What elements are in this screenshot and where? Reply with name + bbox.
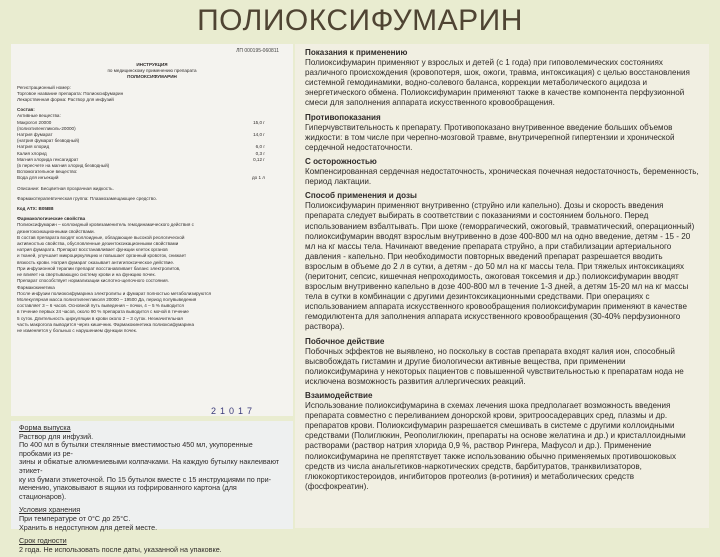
bottom-sections [11,421,293,557]
ingredient-name: (полиэтиленгликоль-20000) [17,125,76,131]
right-section-title: С осторожностью [305,156,377,166]
ingredient-name: Макрогол 20000 [17,119,52,125]
ingredient-name: (в пересчете на магния хлорид безводный) [17,163,110,169]
pharmacology-line: дезинтоксикационными свойствами. [17,228,95,234]
pharmacology-line: натрия фумарата. Препарат восстанавливает функции клеток органов [17,247,168,253]
bottom-section-line: При температуре от 0°С до 25°С. [19,513,131,523]
meta-line: Регистрационный номер: [17,84,71,90]
registration-id: ЛП 000195-060811 [236,48,279,54]
ingredient-amount: 0,3 г [255,150,265,156]
bottom-section-line: Раствор для инфузий. [19,431,94,441]
bottom-section-line: Хранить в недоступном для детей месте. [19,522,158,532]
meta-line: Торговое название препарата: Полиоксифумарин [17,90,124,96]
ingredient-amount: 14,0 г [253,132,265,138]
bottom-section-line: 2 года. Не использовать после даты, указанной на упаковке. [19,544,222,554]
ingredient-amount: до 1 л [251,175,265,181]
right-section-text: Использование полиоксифумарина в схемах лечения шока предполагает возможность введения препарата совместно с переливанием донорской крови, эритроосадеравцих сред, плазмы и др. препаратов крови. Полиоксифумарин разрешается смешивать в системе с другими коллоидными средствами (Полиглюкин, Реополиглюкин, препараты на основе желатина и др.) и кристаллоидными растворами (раствор натрия хлорида 0,9 %, раствор Рингера, Мафусол и др.). Применение полиоксифумарина не препятствует также использованию обычно применяемых противошоковых средств из числа анальгетиков-наркотических средств, барбитуратов, транквилизаторов, глюкокортикостероидов, ингибиторов протеолиз (в-ротиния) и метаболических средств (фосфокреатин). [305,401,686,491]
pharmacology-line: Препарат способствует нормализации кислотно-щелочного состояния. [17,278,169,284]
composition-subtitle: Активные вещества: [17,113,61,119]
bottom-section-line: зины и обжатые алюминиевыми колпачками. На каждую бутылку наклеивают этикет- [19,457,280,475]
right-section-text: Полиоксифумарин применяют у взрослых и детей (с 1 года) при гиповолемических состояниях различного происхождения (кровопотеря, шок, ожоги, травма, интоксикация) с целью восстановления системной гемодинамики, водно-солевого баланса, коррекции метаболического ацидоза и энергетического обмена. Полиоксифумарин применяют также в качестве компонента перфузионной смеси для заполнения аппарата искусственного кровообращения. [305,58,690,108]
right-section-title: Показания к применению [305,48,408,57]
doc-header-line-1: ИНСТРУКЦИЯ [136,62,168,67]
meta-line: Лекарственная форма: Раствор для инфузий [17,97,114,103]
pharmacology-line: составляет 3 – 6 часов. Основной путь выведения – почки, 4 – 5 % выводится [17,303,184,309]
right-section-title: Противопоказания [305,112,381,122]
pharmacology-line: часть макрогола выводится через кишечник. Фармакокинетика полиоксифумарина [17,321,195,327]
ingredient-name: Натрия фумарат [17,132,53,138]
atc-code: Код АТХ: В05ВВ [17,206,54,212]
ingredient-name: Вспомогательное вещество: [17,169,78,175]
bottom-section-title: Срок годности [19,536,67,546]
ingredient-name: Натрия хлорид [17,144,50,150]
bottom-section-line: ку из бумаги этикеточной. По 15 бутылок вместе с 15 инструкциями по при- [19,474,272,484]
right-section-title: Способ применения и дозы [305,191,417,201]
pharmacology-line: вязкость крови. Натрия фумарат оказывает антигипоксическое действие. [17,259,175,265]
pharmacology-line: не изменяется у больных с нарушением функции почек. [17,327,138,333]
ingredient-list [17,120,287,182]
ingredient-name: Вода для инъекций [17,175,59,181]
ingredient-amount: 15,0 г [253,119,265,125]
instruction-page-bottom [11,421,293,554]
ingredient-amount: 0,12 г [253,156,265,162]
pharmacology-line: не влияет на свертывающую систему крови и на функцию почек. [17,272,156,278]
bottom-section-line: менению, упаковывают в ящики из гофрированного картона (для стационаров). [19,483,237,501]
pharmacology-line: в течение первых 24 часов, около 90 % препарата выводится с мочой в течение [17,309,189,315]
slide-title: ПОЛИОКСИФУМАРИН [197,4,523,37]
pharmacology-line: После инфузии полиоксифумарина электролиты и фумарат полностью метаболизируются [17,290,212,296]
stamp-number: 21017 [211,406,257,416]
pharm-group-line: Фармакотерапевтическая группа: Плазмозамещающее средство. [17,195,157,201]
pharmacology-line: и тканей, улучшает микроциркуляцию и повышает органный кровоток, снижает [17,253,187,259]
ingredient-name: Магния хлорида гексагидрат [17,156,79,162]
pharmacology-line: В состав препарата входят коллоидные, обладающие высокой реологической [17,234,185,240]
right-section-text: Компенсированная сердечная недостаточность, хроническая почечная недостаточность, беременность, период лактации. [305,167,699,187]
ingredient-amount: 6,0 г [255,144,265,150]
doc-header-line-3: ПОЛИОКСИФУМАРИН [127,74,177,80]
pharmacology-line: Фармакокинетика [17,284,55,290]
pharmacology-line: Молекулярная масса полиэтиленгликоля 20000 – 19500 Да, период полувыведения [17,296,197,302]
pharmacology-line: При инфузионной терапии препарат восстанавливает баланс электролитов, [17,265,181,271]
bottom-section-title: Форма выпуска [19,423,71,432]
instruction-page-left [11,44,293,416]
pharmacology-title: Фармакологические свойства [17,216,86,222]
instruction-page-right [295,44,709,528]
bottom-section-title: Условия хранения [19,505,81,515]
ingredient-name: Калия хлорид [17,150,47,156]
ingredient-name: (натрия фумарат безводный) [17,138,80,144]
pharmacology-line: 5 суток. Длительность циркуляции в крови около 2 – 3 суток. Незначительная [17,315,183,321]
doc-header-line-2: по медицинскому применению препарата [107,68,197,74]
right-section-text: Побочных эффектов не выявлено, но поскольку в состав препарата входят калия ион, способный высвобождать гистамин и другие биологически активные вещества, при применении полиоксифумарина у некоторых пациентов с повышенной чувствительностью к препаратам нода не исключена возможность развития аллергических реакций. [305,346,684,386]
right-section-title: Взаимодействие [305,391,373,400]
right-sections [295,44,709,492]
pharmacology-text [17,222,287,334]
composition-title: Состав: [17,107,35,113]
pharmacology-line: Полиоксифумарин – коллоидный кровезаменитель гемодинамического действия с [17,222,194,228]
bottom-section-line: По 400 мл в бутылки стеклянные вместимостью 450 мл, укупоренные пробками из ре- [19,440,253,458]
right-section-text: Гиперчувствительность к препарату. Противопоказано внутривенное введение больших объемов жидкости: в том числе при черепно-мозговой травме, внутричерепной гипертензии и хронической сердечной недостаточности. [305,122,675,152]
right-section-title: Побочное действие [305,336,385,346]
description-line: Описание: Бесцветная прозрачная жидкость. [17,185,114,191]
pharmacology-line: активностью свойства, обусловленные дезинтоксикационными свойствами [17,241,179,247]
right-section-text: Полиоксифумарин применяют внутривенно (струйно или капельно). Дозы и скорость введения препарата следует выбирать в соответствии с показаниями и состоянием больного. Перед использованием взбалтывать. При шоке (геморрагический, ожоговый, травматический, операционный) полиоксифумарин вводят взрослым внутривенно в дозе 400-800 мл на одно введение, детям - 15 - 20 мл на кг массы тела. Начинают введение препарата струйно, а при стабилизации артериального давления - капельно. При необходимости повторных введений препарат разрешается вводить взрослым в объеме до 2 л в сутки, а детям - до 50 мл на кг массы тела. При тяжелых интоксикациях (перитонит, сепсис, кишечная непроходимость, ожоговая токсемия и др.) полиоксифумарин вводят взрослым внутривенно капельно в дозе 400-800 мл в течение 1-3 дней, а детям 15-20 мл на кг массы тела в сутки в комбинации с другими дезинтоксикационными средствами. При операциях с использованием аппарата искусственного кровообращения полиоксифумарин применяют в качестве гемодилютента для заполнения аппарата искусственного кровообращения (30-40% перфузионного раствора). [305,201,695,332]
